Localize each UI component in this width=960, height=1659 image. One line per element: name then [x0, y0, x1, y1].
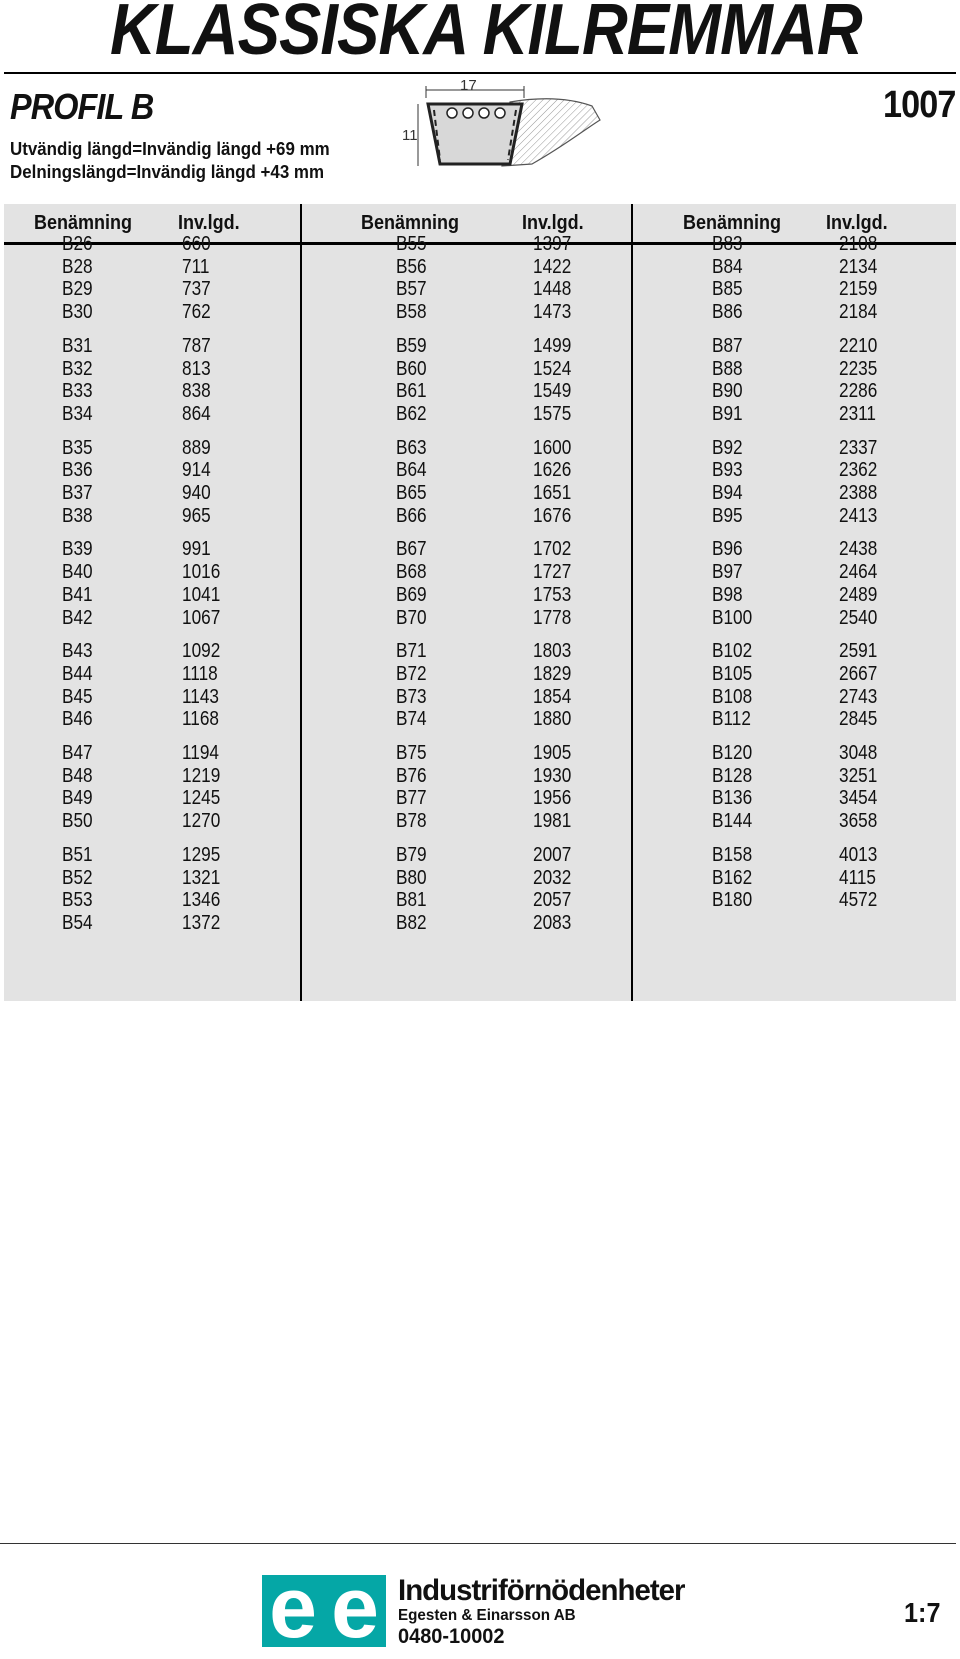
table-header-rule — [4, 242, 956, 245]
inner-length: 2464 — [839, 561, 878, 584]
belt-designation: B70 — [396, 606, 427, 629]
page-title: KLASSISKA KILREMMAR — [110, 0, 862, 70]
inner-length: 1803 — [533, 640, 572, 663]
belt-designation: B81 — [396, 889, 427, 912]
inner-length: 1016 — [182, 561, 221, 584]
inner-length: 1600 — [533, 436, 572, 459]
belt-designation: B92 — [712, 436, 743, 459]
catalog-code: 1007 — [883, 84, 956, 126]
belt-designation: B32 — [62, 357, 93, 380]
belt-designation: B51 — [62, 843, 93, 866]
inner-length: 2286 — [839, 380, 878, 403]
inner-length: 1575 — [533, 402, 572, 425]
inner-length: 1905 — [533, 742, 572, 764]
column-header-name: Benämning — [34, 212, 133, 234]
belt-designation: B80 — [396, 866, 427, 889]
belt-designation: B88 — [712, 357, 743, 380]
inner-length: 2438 — [839, 538, 878, 561]
inner-length: 787 — [182, 334, 211, 357]
belt-designation: B40 — [62, 561, 93, 584]
inner-length: 838 — [182, 380, 211, 403]
belt-designation: B47 — [62, 742, 93, 764]
belt-designation: B28 — [62, 255, 93, 278]
brand-name: Industriförnödenheter — [398, 1574, 685, 1607]
belt-designation: B33 — [62, 380, 93, 403]
belt-designation: B85 — [712, 278, 743, 301]
inner-length: 1397 — [533, 233, 572, 255]
inner-length: 1372 — [182, 911, 221, 934]
inner-length: 2845 — [839, 708, 878, 731]
inner-length: 2083 — [533, 911, 572, 934]
inner-length: 1321 — [182, 866, 221, 889]
belt-designation: B112 — [712, 708, 751, 731]
inner-length: 2540 — [839, 606, 878, 629]
belt-designation: B105 — [712, 662, 753, 685]
belt-designation: B55 — [396, 233, 427, 255]
column-separator — [631, 204, 633, 1001]
profile-heading: PROFIL B — [10, 86, 154, 127]
inner-length: 1651 — [533, 482, 572, 504]
belt-designation: B50 — [62, 810, 93, 833]
inner-length: 2413 — [839, 504, 878, 527]
inner-length: 1880 — [533, 708, 572, 731]
belt-designation: B66 — [396, 504, 427, 527]
inner-length: 660 — [182, 233, 211, 255]
company-name: Egesten & Einarsson AB — [398, 1607, 576, 1624]
inner-length: 1143 — [182, 685, 219, 708]
page-number: 1:7 — [903, 1597, 940, 1628]
belt-designation: B37 — [62, 482, 93, 504]
belt-designation: B36 — [62, 459, 93, 482]
belt-designation: B100 — [712, 606, 753, 629]
belt-designation: B49 — [62, 787, 93, 810]
belt-designation: B61 — [396, 380, 427, 403]
belt-designation: B120 — [712, 742, 753, 764]
belt-designation: B42 — [62, 606, 93, 629]
inner-length: 914 — [182, 459, 211, 482]
belt-designation: B63 — [396, 436, 427, 459]
company-logo-icon — [262, 1560, 386, 1656]
inner-length: 2743 — [839, 685, 878, 708]
inner-length: 3454 — [839, 787, 878, 810]
inner-length: 1118 — [182, 662, 218, 685]
belt-designation: B91 — [712, 402, 743, 425]
belt-designation: B38 — [62, 504, 93, 527]
belt-designation: B82 — [396, 911, 427, 934]
column-header-length: Inv.lgd. — [178, 212, 240, 234]
inner-length: 1854 — [533, 685, 572, 708]
inner-length: 1346 — [182, 889, 221, 912]
inner-length: 1041 — [182, 583, 221, 606]
belt-designation: B52 — [62, 866, 93, 889]
inner-length: 2311 — [839, 402, 876, 425]
column-header-name: Benämning — [683, 212, 782, 234]
inner-length: 2159 — [839, 278, 878, 301]
belt-designation: B75 — [396, 742, 427, 764]
belt-designation: B31 — [62, 334, 93, 357]
inner-length: 2388 — [839, 482, 878, 504]
inner-length: 1448 — [533, 278, 572, 301]
inner-length: 711 — [182, 255, 210, 278]
belt-designation: B83 — [712, 233, 743, 255]
belt-designation: B76 — [396, 764, 427, 787]
column-header-length: Inv.lgd. — [522, 212, 584, 234]
inner-length: 1194 — [182, 742, 219, 764]
inner-length: 1295 — [182, 843, 221, 866]
inner-length: 762 — [182, 301, 211, 324]
inner-length: 2184 — [839, 301, 878, 324]
inner-length: 2591 — [839, 640, 878, 663]
inner-length: 813 — [182, 357, 211, 380]
belt-designation: B128 — [712, 764, 753, 787]
logo-letter: e — [269, 1560, 317, 1656]
inner-length: 1753 — [533, 583, 572, 606]
belt-designation: B102 — [712, 640, 753, 663]
inner-length: 1930 — [533, 764, 572, 787]
belt-height-label: 11 — [402, 127, 418, 144]
belt-cross-section-illustration — [402, 77, 604, 184]
title-rule — [4, 72, 956, 74]
belt-designation: B98 — [712, 583, 743, 606]
inner-length: 2667 — [839, 662, 878, 685]
inner-length: 1067 — [182, 606, 221, 629]
belt-designation: B43 — [62, 640, 93, 663]
belt-designation: B95 — [712, 504, 743, 527]
inner-length: 2489 — [839, 583, 878, 606]
inner-length: 1473 — [533, 301, 572, 324]
inner-length: 1981 — [533, 810, 572, 833]
belt-designation: B136 — [712, 787, 753, 810]
inner-length: 2108 — [839, 233, 878, 255]
belt-designation: B97 — [712, 561, 743, 584]
belt-designation: B56 — [396, 255, 427, 278]
belt-designation: B58 — [396, 301, 427, 324]
belt-designation: B77 — [396, 787, 427, 810]
inner-length: 2362 — [839, 459, 878, 482]
inner-length: 2007 — [533, 843, 572, 866]
inner-length: 2337 — [839, 436, 878, 459]
inner-length: 940 — [182, 482, 211, 504]
belt-designation: B90 — [712, 380, 743, 403]
belt-designation: B84 — [712, 255, 743, 278]
belt-designation: B39 — [62, 538, 93, 561]
belt-designation: B86 — [712, 301, 743, 324]
table-background — [4, 204, 956, 1001]
belt-designation: B78 — [396, 810, 427, 833]
inner-length: 864 — [182, 402, 211, 425]
inner-length: 991 — [182, 538, 211, 561]
belt-designation: B108 — [712, 685, 753, 708]
inner-length: 1549 — [533, 380, 572, 403]
phone-number: 0480-10002 — [398, 1625, 505, 1648]
belt-designation: B34 — [62, 402, 93, 425]
belt-designation: B48 — [62, 764, 93, 787]
belt-designation: B54 — [62, 911, 93, 934]
belt-designation: B144 — [712, 810, 753, 833]
belt-designation: B65 — [396, 482, 427, 504]
inner-length: 1245 — [182, 787, 221, 810]
belt-designation: B26 — [62, 233, 93, 255]
column-header-name: Benämning — [361, 212, 460, 234]
inner-length: 1727 — [533, 561, 572, 584]
inner-length: 2057 — [533, 889, 572, 912]
belt-width-label: 17 — [460, 77, 477, 94]
inner-length: 1702 — [533, 538, 572, 561]
footer-rule — [0, 1543, 956, 1544]
inner-length: 3658 — [839, 810, 878, 833]
outer-length-note: Utvändig längd=Invändig längd +69 mm — [10, 139, 330, 159]
inner-length: 1422 — [533, 255, 572, 278]
belt-designation: B94 — [712, 482, 743, 504]
inner-length: 4115 — [839, 866, 876, 889]
belt-length-table — [4, 204, 956, 1001]
belt-designation: B93 — [712, 459, 743, 482]
belt-designation: B53 — [62, 889, 93, 912]
logo-letter: e — [331, 1560, 379, 1656]
inner-length: 737 — [182, 278, 211, 301]
belt-designation: B69 — [396, 583, 427, 606]
inner-length: 1168 — [182, 708, 219, 731]
inner-length: 2134 — [839, 255, 878, 278]
belt-designation: B71 — [396, 640, 427, 663]
belt-designation: B59 — [396, 334, 427, 357]
inner-length: 1676 — [533, 504, 572, 527]
inner-length: 2210 — [839, 334, 878, 357]
belt-designation: B29 — [62, 278, 93, 301]
inner-length: 1956 — [533, 787, 572, 810]
belt-designation: B64 — [396, 459, 427, 482]
inner-length: 889 — [182, 436, 211, 459]
belt-designation: B46 — [62, 708, 93, 731]
belt-designation: B60 — [396, 357, 427, 380]
belt-designation: B162 — [712, 866, 753, 889]
column-header-length: Inv.lgd. — [826, 212, 888, 234]
inner-length: 1524 — [533, 357, 572, 380]
inner-length: 4013 — [839, 843, 878, 866]
inner-length: 1219 — [182, 764, 221, 787]
belt-designation: B57 — [396, 278, 427, 301]
belt-designation: B44 — [62, 662, 93, 685]
belt-designation: B68 — [396, 561, 427, 584]
inner-length: 1829 — [533, 662, 572, 685]
inner-length: 3251 — [839, 764, 878, 787]
belt-designation: B72 — [396, 662, 427, 685]
inner-length: 1270 — [182, 810, 221, 833]
belt-designation: B45 — [62, 685, 93, 708]
belt-designation: B180 — [712, 889, 753, 912]
inner-length: 1778 — [533, 606, 572, 629]
belt-designation: B74 — [396, 708, 427, 731]
belt-designation: B67 — [396, 538, 427, 561]
belt-designation: B79 — [396, 843, 427, 866]
belt-designation: B35 — [62, 436, 93, 459]
belt-designation: B30 — [62, 301, 93, 324]
belt-designation: B87 — [712, 334, 743, 357]
belt-designation: B62 — [396, 402, 427, 425]
column-separator — [300, 204, 302, 1001]
inner-length: 2032 — [533, 866, 572, 889]
belt-designation: B41 — [62, 583, 93, 606]
inner-length: 965 — [182, 504, 211, 527]
inner-length: 3048 — [839, 742, 878, 764]
inner-length: 1499 — [533, 334, 572, 357]
inner-length: 4572 — [839, 889, 878, 912]
pitch-length-note: Delningslängd=Invändig längd +43 mm — [10, 162, 325, 182]
inner-length: 1092 — [182, 640, 221, 663]
belt-designation: B73 — [396, 685, 427, 708]
belt-designation: B158 — [712, 843, 753, 866]
inner-length: 1626 — [533, 459, 572, 482]
belt-designation: B96 — [712, 538, 743, 561]
inner-length: 2235 — [839, 357, 878, 380]
